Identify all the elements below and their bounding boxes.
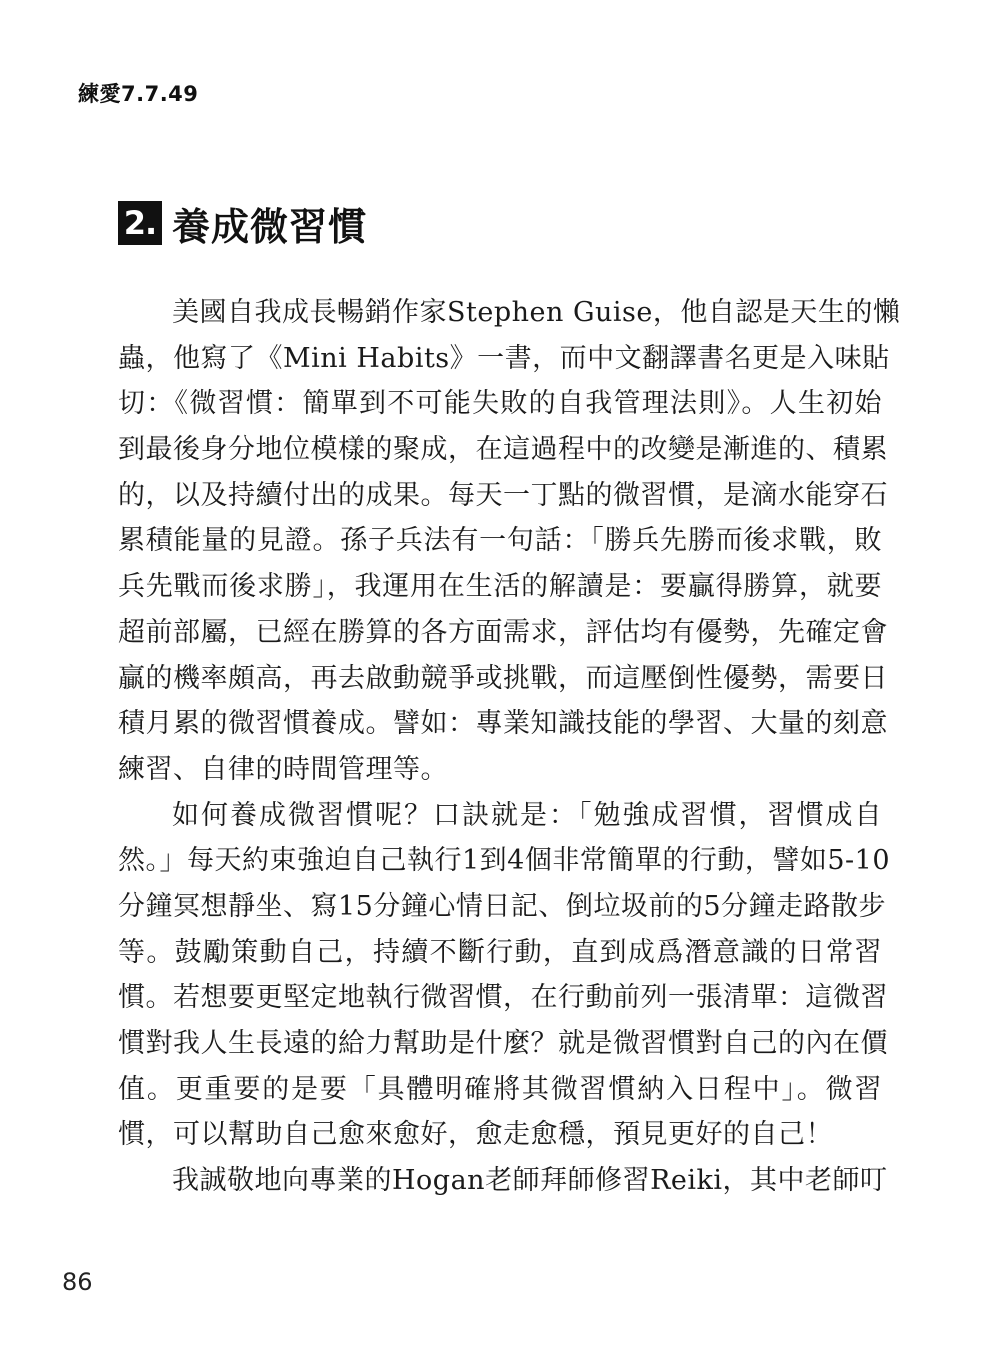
- body-text: [118, 290, 901, 1204]
- page-number: 86: [62, 1268, 93, 1296]
- text-line: 等。鼓勵策動自己，持續不斷行動，直到成爲潛意識的日常習: [118, 936, 882, 968]
- text-line: 超前部屬，已經在勝算的各方面需求，評估均有優勢，先確定會: [118, 616, 888, 648]
- text-line: 慣，可以幫助自己愈來愈好，愈走愈穩，預見更好的自己！: [118, 1119, 833, 1151]
- text-line: 到最後身分地位模樣的聚成，在這過程中的改變是漸進的、積累: [118, 434, 888, 466]
- section-heading: [118, 198, 367, 248]
- text-line: 然。」每天約束強迫自己執行1到4個非常簡單的行動，譬如5-10: [118, 845, 891, 877]
- text-line: 累積能量的見證。孫子兵法有一句話：「勝兵先勝而後求戰，敗: [118, 525, 882, 557]
- text-line: 切：《微習慣：簡單到不可能失敗的自我管理法則》。人生初始: [118, 388, 882, 420]
- text-line: 美國自我成長暢銷作家Stephen Guise，他自認是天生的懶: [172, 297, 901, 328]
- text-line: 練習、自律的時間管理等。: [118, 753, 448, 785]
- text-line: 贏的機率頗高，再去啟動競爭或挑戰，而這壓倒性優勢，需要日: [118, 662, 888, 694]
- text-line: 值。更重要的是要「具體明確將其微習慣納入日程中」。微習: [118, 1073, 882, 1105]
- text-line: 慣。若想要更堅定地執行微習慣，在行動前列一張清單：這微習: [118, 982, 888, 1014]
- text-line: 如何養成微習慣呢？口訣就是：「勉強成習慣，習慣成自: [172, 799, 882, 831]
- section-title: 養成微習慣: [172, 204, 368, 249]
- running-header: 練愛7.7.49: [78, 82, 199, 106]
- text-line: 兵先戰而後求勝」，我運用在生活的解讀是：要贏得勝算，就要: [118, 571, 882, 603]
- text-line: 我誠敬地向專業的Hogan老師拜師修習Reiki，其中老師叮: [172, 1165, 888, 1197]
- text-line: 積月累的微習慣養成。譬如：專業知識技能的學習、大量的刻意: [118, 708, 888, 740]
- text-line: 的，以及持續付出的成果。每天一丁點的微習慣，是滴水能穿石: [118, 479, 888, 511]
- text-line: 分鐘冥想靜坐、寫15分鐘心情日記、倒垃圾前的5分鐘走路散步: [118, 890, 887, 922]
- text-line: 蟲，他寫了《Mini Habits》一書，而中文翻譯書名更是入味貼: [118, 342, 890, 374]
- section-number-badge: 2.: [118, 201, 162, 245]
- text-line: 慣對我人生長遠的給力幫助是什麼？就是微習慣對自己的內在價: [118, 1028, 888, 1059]
